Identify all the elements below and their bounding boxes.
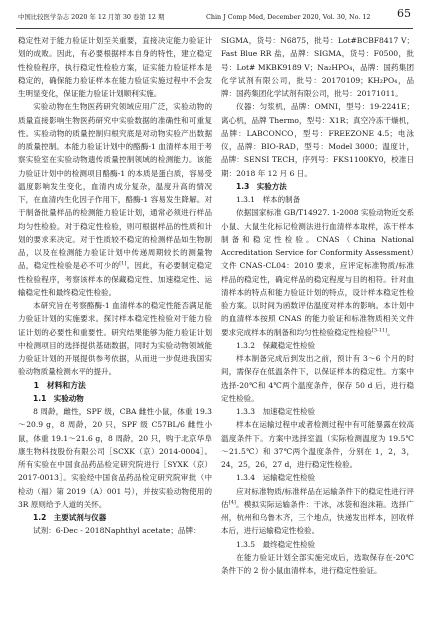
journal-title-en: Chin J Comp Med, December 2020, Vol. 30, No. 12 — [206, 13, 371, 21]
subsubsection-heading: 1.3.3 加速稳定性检验 — [236, 407, 316, 416]
subsection-heading: 1.2 主要试剂与仪器 — [33, 513, 107, 522]
paragraph: 在能力验证计划全部实施完成后，选取保存在-20℃条件下的 2 份小鼠血清样本，进行稳定性验证。 — [221, 552, 414, 575]
paragraph — [221, 485, 414, 538]
paragraph-text: 依据国家标准 GB/T14927. 1-2008 实验动物近交系小鼠、大鼠生化标记检测法进行血清样本取样，冻干样本制备和稳定性检验。CNAS（China National Accreditation Service for Conformity Assessment）文件 CNAS-CL04：2010 要求，应评定标准物质/标准样品的稳定性，确定样品的稳定程度与目的相符。针对血清样本的特点和能力验证计划的特点，设计样本稳定性检验方案。以时间为函数评估温度对样本的影响。本计划中的血清样本按照 CNAS 的能力验证和标准物质相关文件要求完成样本的制备和均匀性检验稳定性检验 — [221, 208, 414, 337]
paragraph — [221, 206, 414, 339]
paragraph: 试剂：6-Dec - 2018Naphthyl acetate；品牌： — [33, 526, 201, 536]
paragraph-text: 。 — [387, 327, 395, 337]
paragraph: 稳定性对于能力验证计划至关重要，直接决定能力验证计划的成败。因此，有必要根据样本自身的特性，建立稳定性检验程序，执行稳定性检验方案，证实能力验证样本是稳定的，确保能力验证样本在能力验证实施过程中不会发生明显变化，保证能力验证计划顺利实施。 — [18, 36, 212, 98]
page-number: 65 — [397, 7, 411, 20]
left-column — [18, 34, 212, 538]
page-header — [16, 7, 413, 29]
subsubsection-heading: 1.3.4 运输稳定性检验 — [236, 473, 316, 483]
paragraph-text: 。模拟实际运输条件：干冰，冰袋和泡沫箱。选择广州，杭州和乌鲁木齐，三个地点，快递发出样本，回收样本后，进行运输稳定性检验。 — [221, 499, 414, 536]
paragraph-text: 应对标准物质/标准样品在运输条件下的稳定性进行评估 — [221, 486, 414, 509]
paragraph-text: 。因此，有必要制定稳定性检验程序，考察该样本的保藏稳定性、加速稳定性、运输稳定性和最终稳定性检验。 — [18, 261, 212, 297]
journal-title-cn: 中国比较医学杂志 2020 年 12 月第 30 卷第 12 期 — [18, 13, 165, 21]
subsubsection-heading: 1.3.5 最终稳定性检验 — [236, 539, 316, 549]
paragraph: 本研究旨在考察酪酶-1 血清样本的稳定性能否满足能力验证计划的实施要求。探讨样本稳定性检验对于能力验证计划的必要性和重要性。研究结果能够为能力验证计划中检测项目的选择提供基础数据，同时为实验动物领域能力验证计划的开展提供参考依据，从而进一步促进我国实验动物质量检测水平的提升。 — [18, 301, 212, 377]
citation: [1] — [119, 260, 127, 267]
section-heading: 1 材料和方法 — [33, 380, 86, 390]
paragraph: 8 周龄，雌性，SPF 级，CBA 雌性小鼠，体重 19.3～20.9 g，8 周龄，20 只，SPF 级 C57BL/6 雌性小鼠，体重 19.1～21.6 g，8 周龄，20 只，购于北京华阜康生物科技股份有限公司［SCXK（京）2014-0004］。所有实验在中国食品药品检定研究院进行［SYXK（京）2017-0013］。实验经中国食品药品检定研究院审批（中检动（福）第 2019（A）001 号），并按实验动物使用的 3R 原则给予人道的关怀。 — [18, 407, 212, 509]
right-column — [221, 34, 414, 577]
paragraph: 仪器：匀浆机，品牌：OMNI，型号：19-2241E；离心机，品牌 Thermo，型号：X1R；真空冷冻干燥机，品牌：LABCONCO，型号：FREEZONE 4.5；电泳仪，品牌：BIO-RAD，型号：Model 3000；温度计，品牌：SENSI TECH，序列号：FKS1100KY0，校准日期：2018 年 12 月 6 日。 — [221, 102, 414, 178]
subsubsection-heading: 1.3.2 保藏稳定性检验 — [236, 340, 316, 350]
subsection-heading: 1.3 实验方法 — [236, 181, 287, 191]
paragraph: 样本制备完成后到发出之前，预计有 3～6 个月的时间，需保存在低温条件下，以保证样本的稳定性。方案中选择-20℃和 4℃两个温度条件，保存 50 d 后，进行稳定性检验。 — [221, 354, 414, 403]
citation: [4] — [228, 499, 236, 506]
subsection-heading: 1.1 实验动物 — [33, 393, 84, 403]
paragraph: 实验动物在生物医药研究领域应用广泛，实验动物的质量直接影响生物医药研究中实验数据的准确性和可重复性。实验动物的质量控制归根究底是对动物实验产出数据的质量控制。本能力验证计划中的酪酶-1 血清样本用于考察实验室在实验动物遗传质量控制领域的检测能力。该能力验证计划中的检测项目酪酶-1 的本质是蛋白质，容易受温度影响发生变化，血清内成分复杂，温度升高的情况下，在血清内生化因子作用下，酪酶-1 容易发生降解。对于制备批量样品的检测能力验证计划，通常必须进行样品均匀性检验。对于稳定性检验，则可根据样品的性质和计划的要求来决定。对于性质较不稳定的检测样品如生物制品，以及在检测能力验证计划中传递周期较长的测量物品，稳定性检验是必不可少的[1]。因此，有必要制定稳定性检验程序，考察该样本的保藏稳定性、加速稳定性、运输稳定性和最终稳定性检验。 — [18, 102, 212, 297]
subsubsection-heading: 1.3.1 样本的制备 — [236, 195, 301, 204]
citation: [3-11] — [371, 326, 388, 333]
paragraph: SIGMA，货号：N6875，批号：Lot#BCBF8417 V；Fast Blue RR 盐，品牌：SIGMA，货号：F0500，批号：Lot# MKBK9189 V；Na₂HPO₄，品牌：国药集团化学试剂有限公司，批号：20170109；KH₂PO₄，品牌：国药集团化学试剂有限公司，批号：20171011。 — [221, 36, 414, 98]
paragraph: 样本在运输过程中或者检测过程中有可能暴露在较高温度条件下。方案中选择室温（实际检测温度为 19.5℃～21.5℃）和 37℃两个温度条件，分别在 1，2，3，24，25，26，27 d，进行稳定性检验。 — [221, 420, 414, 469]
